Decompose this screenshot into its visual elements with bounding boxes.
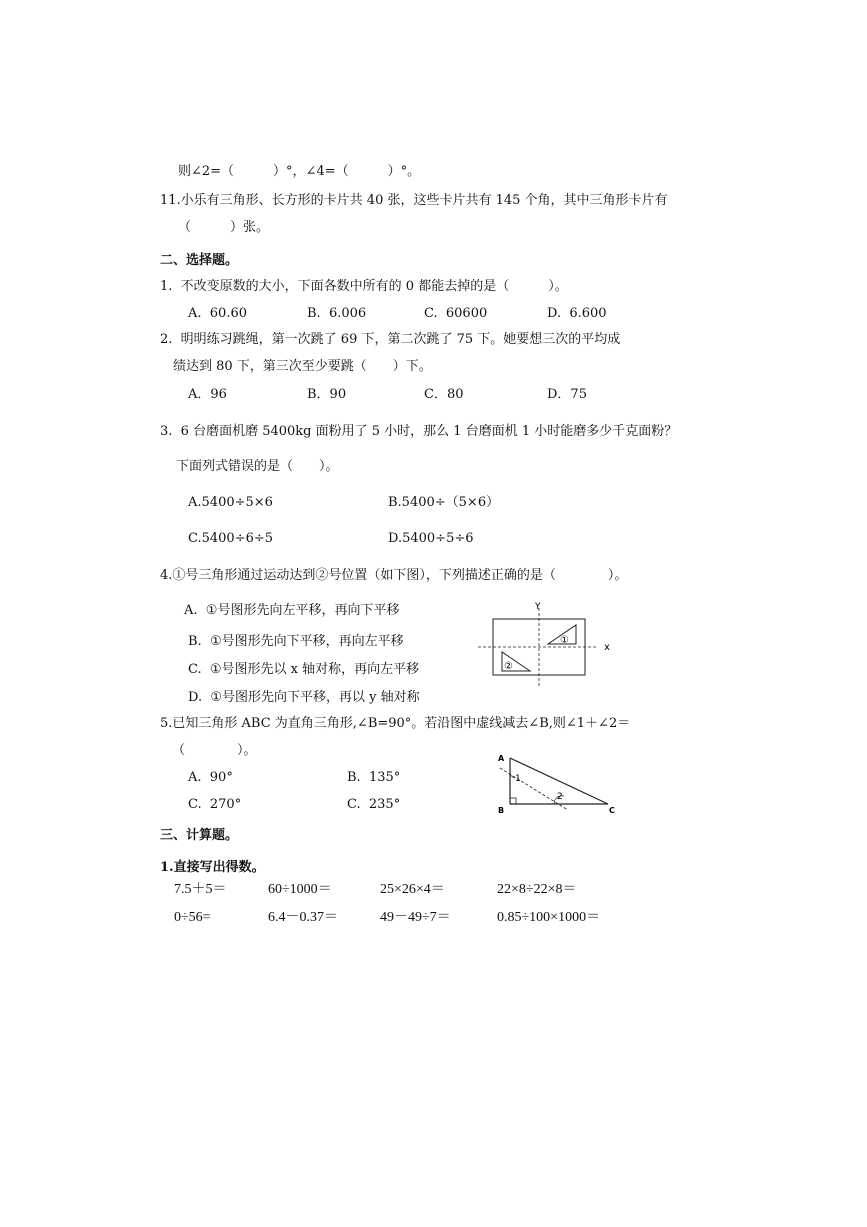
right-triangle-figure [494, 752, 624, 822]
section-2-title: 二、选择题。 [160, 253, 239, 268]
vertex-c-label: C [609, 806, 615, 815]
mc3-stem-line1: 3. 6 台磨面机磨 5400kg 面粉用了 5 小时，那么 1 台磨面机 1 小时能磨多少千克面粉？ [160, 424, 678, 439]
mc4-option-b: B. ①号图形先向下平移，再向左平移 [188, 634, 404, 649]
mc1-option-b: B. 6.006 [307, 306, 367, 321]
mc5-option-d: C. 235° [347, 797, 401, 812]
mc2-option-d: D．75 [547, 387, 587, 402]
mc5-stem-line2: （ ）。 [172, 743, 257, 758]
section-3-title: 三、计算题。 [160, 828, 239, 843]
mc3-option-b: B.5400÷（5×6） [388, 495, 500, 510]
angle-1-label: 1 [515, 774, 521, 784]
x-axis-label: x [604, 642, 610, 653]
right-angle-mark [510, 798, 516, 804]
calc-r2-c4: 0.85÷100×1000＝ [497, 910, 601, 925]
q11-line2: （ ）张。 [178, 220, 270, 235]
q10-tail-line: 则∠2=（ ）°，∠4=（ ）°。 [178, 164, 421, 179]
mc1-stem: 1. 不改变原数的大小，下面各数中所有的 0 都能去掉的是（ ）。 [160, 279, 568, 294]
calc-r2-c3: 49－49÷7＝ [380, 910, 451, 925]
mc5-stem-line1: 5.已知三角形 ABC 为直角三角形,∠B=90°。若沿图中虚线减去∠B,则∠1＋∠2＝ [160, 716, 631, 731]
mc4-option-d: D. ①号图形先向下平移，再以 y 轴对称 [188, 690, 420, 705]
mc1-option-a: A. 60.60 [188, 306, 248, 321]
mc2-option-c: C．80 [424, 387, 464, 402]
triangle-1-label: ① [560, 635, 569, 646]
triangle-2-label: ② [504, 661, 513, 672]
mc4-option-c: C. ①号图形先以 x 轴对称，再向左平移 [188, 662, 420, 677]
mc5-option-b: B. 135° [347, 770, 401, 785]
mc3-option-d: D.5400÷5÷6 [388, 531, 474, 546]
mc4-stem: 4.①号三角形通过运动达到②号位置（如下图），下列描述正确的是（ ）。 [160, 568, 628, 583]
mc1-option-d: D. 6.600 [547, 306, 607, 321]
calc-r1-c1: 7.5＋5＝ [174, 882, 227, 897]
mc1-option-c: C. 60600 [424, 306, 488, 321]
calc-r2-c2: 6.4－0.37＝ [268, 910, 338, 925]
mc2-option-a: A．96 [188, 387, 227, 402]
angle-2-label: 2 [557, 792, 563, 802]
vertex-a-label: A [498, 754, 505, 763]
mc3-option-c: C.5400÷6÷5 [188, 531, 274, 546]
mc4-option-a: A. ①号图形先向左平移，再向下平移 [184, 603, 400, 618]
q11-line1: 11.小乐有三角形、长方形的卡片共 40 张，这些卡片共有 145 个角，其中三角形卡片有 [160, 193, 668, 208]
calc-title: 1.直接写出得数。 [160, 860, 265, 875]
calc-r2-c1: 0÷56= [174, 910, 211, 925]
calc-r1-c4: 22×8÷22×8＝ [497, 882, 577, 897]
mc5-option-a: A. 90° [188, 770, 233, 785]
mc2-stem-line2: 绩达到 80 下，第三次至少要跳（ ）下。 [173, 359, 432, 374]
translation-figure [478, 598, 618, 688]
vertex-b-label: B [498, 806, 505, 815]
mc5-option-c: C. 270° [188, 797, 242, 812]
calc-r1-c2: 60÷1000＝ [268, 882, 332, 897]
mc2-stem-line1: 2. 明明练习跳绳，第一次跳了 69 下，第二次跳了 75 下。她要想三次的平均成 [160, 332, 621, 347]
calc-r1-c3: 25×26×4＝ [380, 882, 445, 897]
mc3-option-a: A.5400÷5×6 [188, 495, 273, 510]
y-axis-label: Y [535, 602, 541, 612]
mc2-option-b: B．90 [307, 387, 347, 402]
mc3-stem-line2: 下面列式错误的是（ ）。 [176, 459, 339, 474]
